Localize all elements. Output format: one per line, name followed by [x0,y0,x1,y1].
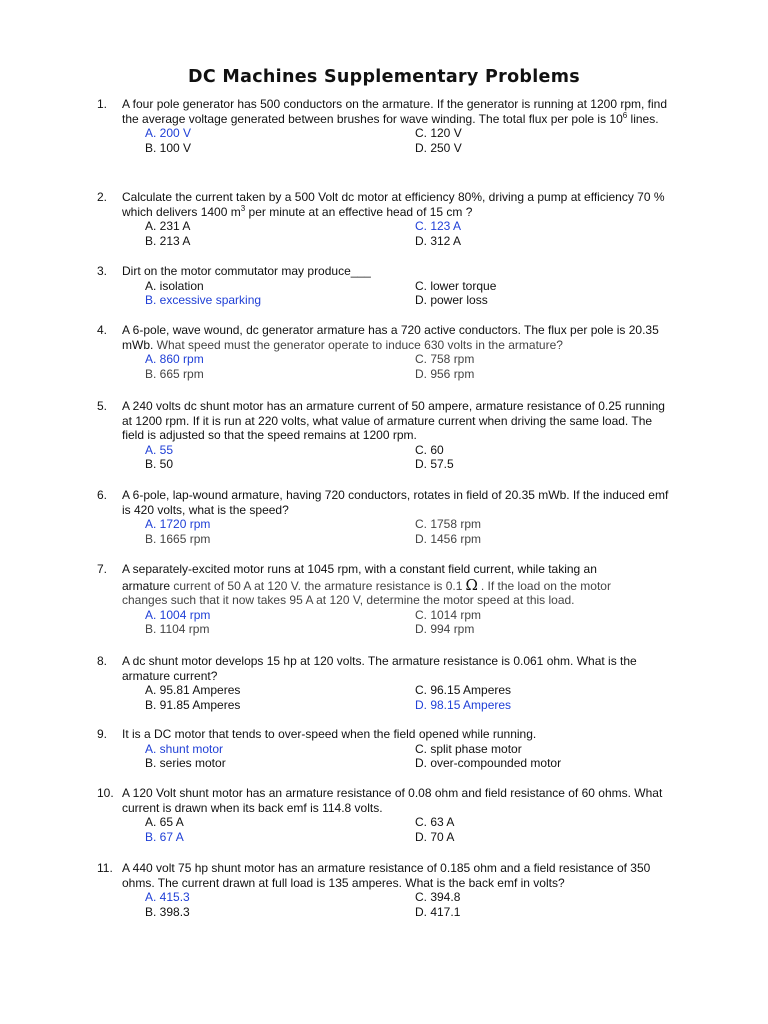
option-b: B. 50 [145,457,174,471]
question-number: 5. [97,399,108,413]
option-c: C. 96.15 Amperes [415,683,512,697]
option-b: B. 67 A [145,829,184,844]
option-a: A. 95.81 Amperes [145,683,241,697]
option-a: A. 1720 rpm [145,517,211,531]
question-1 [0,97,768,155]
option-b: B. series motor [145,756,226,770]
option-c: C. 123 A [415,219,462,233]
option-a: A. isolation [145,278,204,293]
option-b: B. 91.85 Amperes [145,697,241,712]
option-c: C. split phase motor [415,741,522,756]
question-number: 3. [97,264,108,278]
option-b: B. 665 rpm [145,366,204,381]
question-text: It is a DC motor that tends to over-speed when the field opened while running. [122,727,537,741]
question-2 [0,190,768,248]
question-number: 8. [97,654,108,668]
document-title: DC Machines Supplementary Problems [188,67,580,87]
options [145,352,768,381]
question-number: 7. [97,562,108,576]
option-d: D. 994 rpm [415,622,475,636]
question-number: 9. [97,727,108,741]
question-number: 2. [97,190,108,204]
question-number: 11. [97,861,113,875]
question-text: A separately-excited motor runs at 1045 rpm, with a constant field current, while taking an armature current of 50 A at 120 V. the armature resistance is 0.1 Ω . If the load on the motor changes such that it now takes 95 A at 120 V, determine the motor speed at this load. [122,562,611,607]
option-c: C. 758 rpm [415,352,475,366]
question-text: Dirt on the motor commutator may produce___ [122,264,371,278]
option-c: C. 1014 rpm [415,607,482,622]
exponent: 6 [622,110,628,120]
question-9 [0,727,768,771]
option-a: A. 200 V [145,126,192,140]
question-5 [0,399,768,472]
option-a: A. 1004 rpm [145,607,211,622]
option-d: D. 98.15 Amperes [415,697,512,712]
question-text: A 6-pole, wave wound, dc generator armature has a 720 active conductors. The flux per pole is 20.35 mWb. What speed must the generator operate to induce 630 volts in the armature? [122,323,659,352]
options [145,683,768,712]
option-c: C. lower torque [415,278,497,293]
question-4 [0,323,768,381]
option-d: D. 417.1 [415,904,461,919]
option-d: D. 57.5 [415,457,454,471]
question-text: A 120 Volt shunt motor has an armature resistance of 0.08 ohm and field resistance of 60 ohms. What current is drawn when its back emf is 114.8 volts. [122,786,663,815]
option-b: B. 100 V [145,140,192,155]
option-d: D. 956 rpm [415,366,475,381]
option-a: A. 860 rpm [145,352,204,366]
question-number: 6. [97,488,108,502]
options [145,443,768,472]
options [145,742,768,771]
option-a: A. 415.3 [145,890,190,904]
question-10 [0,786,768,844]
option-b: B. 213 A [145,233,191,248]
question-number: 10. [97,786,114,800]
option-d: D. 312 A [415,233,462,248]
option-a: A. 55 [145,442,174,457]
options [145,608,768,637]
option-b: B. 1104 rpm [145,622,210,636]
option-c: C. 60 [415,442,444,457]
option-c: C. 120 V [415,126,462,140]
option-c: C. 1758 rpm [415,517,482,531]
option-b: B. 398.3 [145,904,190,919]
option-b: B. excessive sparking [145,293,262,307]
options [145,219,768,248]
option-a: A. 231 A [145,219,191,233]
options [145,279,768,308]
question-text: A 440 volt 75 hp shunt motor has an armature resistance of 0.185 ohm and a field resistance of 350 ohms. The current drawn at full load is 135 amperes. What is the back emf in volts? [122,861,651,890]
question-text: A dc shunt motor develops 15 hp at 120 volts. The armature resistance is 0.061 ohm. What is the armature current? [122,654,637,683]
question-6 [0,488,768,546]
question-3 [0,264,768,308]
options [145,126,768,155]
option-a: A. 65 A [145,815,184,829]
question-number: 1. [97,97,108,111]
omega-symbol: Ω [465,575,478,594]
options [145,815,768,844]
option-b: B. 1665 rpm [145,531,211,546]
options [145,890,768,919]
option-d: D. 1456 rpm [415,531,482,546]
option-a: A. shunt motor [145,741,224,756]
option-d: D. 250 V [415,140,462,155]
question-text: Calculate the current taken by a 500 Volt dc motor at efficiency 80%, driving a pump at efficiency 70 % which delivers 1400 $m^3$ per minute at an effective head of 15 cm ? [122,190,665,219]
option-c: C. 394.8 [415,890,461,904]
question-number: 4. [97,323,108,337]
question-8 [0,654,768,712]
option-d: D. power loss [415,293,488,307]
question-text: A 6-pole, lap-wound armature, having 720 conductors, rotates in field of 20.35 mWb. If the induced emf is 420 volts, what is the speed? [122,488,669,517]
exponent: 3 [240,203,246,213]
question-7 [0,562,768,637]
option-d: D. 70 A [415,829,455,844]
option-d: D. over-compounded motor [415,756,562,770]
question-11 [0,861,768,919]
question-text: A 240 volts dc shunt motor has an armature current of 50 ampere, armature resistance of 0.25 running at 1200 rpm. If it is run at 220 volts, what value of armature current when driving the same load. The field is adjusted so that the speed remains at 1200 rpm. [122,399,665,442]
question-text: A four pole generator has 500 conductors on the armature. If the generator is running at 1200 rpm, find the average voltage generated between brushes for wave winding. The total flux per pole is $10^6$ lines. [122,97,668,126]
options [145,517,768,546]
option-c: C. 63 A [415,815,455,829]
